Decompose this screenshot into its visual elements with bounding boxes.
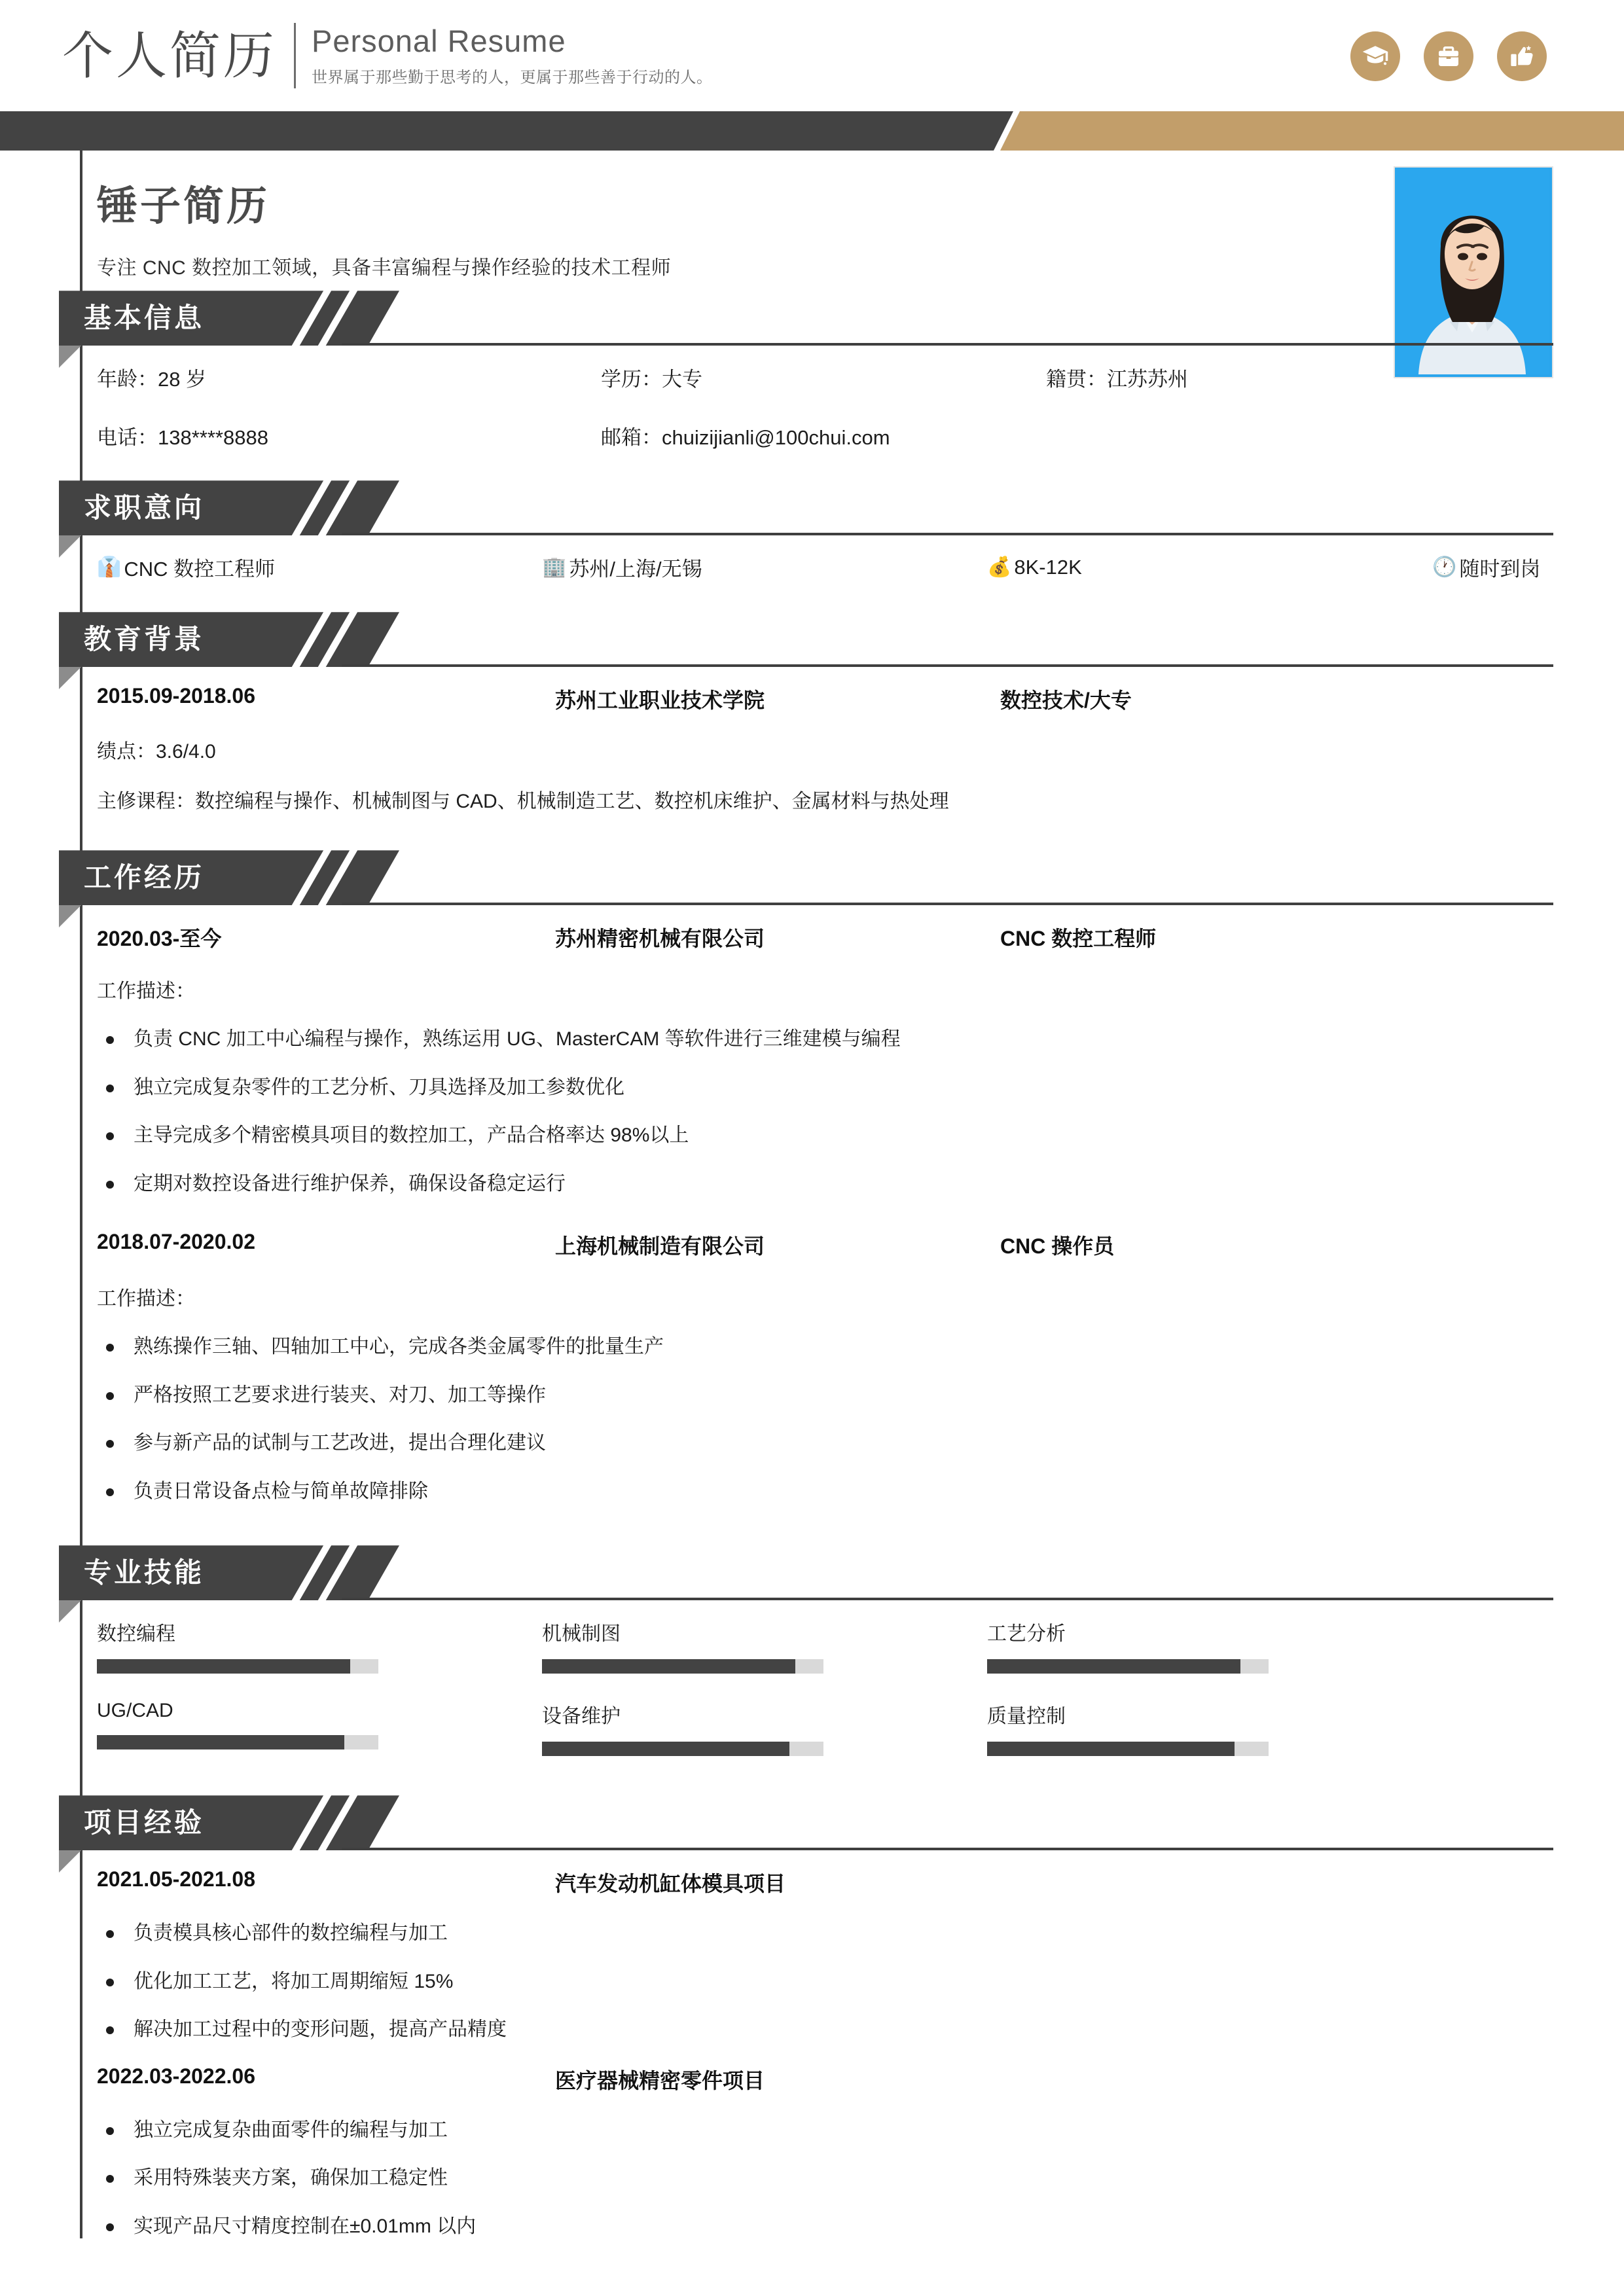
field-phone-label: 电话：	[97, 426, 158, 450]
list-item: 负责日常设备点检与简单故障排除	[97, 1479, 1552, 1504]
work-bullet-list	[97, 1335, 1552, 1503]
field-education-label: 学历：	[601, 368, 662, 391]
intent-salary	[987, 556, 1432, 579]
skill-progress-fill	[987, 1659, 1240, 1674]
brand-title-zh: 个人简历	[62, 27, 278, 84]
list-item: 严格按照工艺要求进行装夹、对刀、加工等操作	[97, 1383, 1552, 1408]
section-fold-triangle	[59, 667, 81, 689]
list-item: 负责 CNC 加工中心编程与操作，熟练运用 UG、MasterCAM 等软件进行三维建模与编程	[97, 1027, 1552, 1052]
list-item: 主导完成多个精密模具项目的数控加工，产品合格率达 98%以上	[97, 1123, 1552, 1148]
work-company: 苏州精密机械有限公司	[555, 927, 765, 951]
resume-body	[0, 151, 1624, 2238]
field-hometown	[1000, 363, 1552, 392]
section-header-education	[59, 612, 399, 667]
project-name: 医疗器械精密零件项目	[555, 2068, 765, 2092]
field-email	[555, 421, 1000, 450]
list-item: 参与新产品的试制与工艺改进，提出合理化建议	[97, 1431, 1552, 1456]
banner-gold-shape	[1000, 111, 1624, 151]
brand-title-en: Personal Resume	[312, 24, 566, 59]
skill-item	[542, 1617, 987, 1674]
intent-city-text: 苏州/上海/无锡	[569, 558, 702, 581]
section-header-basic	[59, 291, 399, 346]
education-major: 数控技术/大专	[1000, 689, 1132, 713]
header-icon-group	[1350, 31, 1547, 81]
field-phone-value: 138****8888	[158, 426, 268, 450]
education-gpa: 绩点：3.6/4.0	[97, 741, 216, 763]
skill-item	[97, 1617, 542, 1674]
skill-label: 数控编程	[97, 1623, 175, 1645]
profile-block	[0, 166, 1624, 280]
section-body-basic	[0, 346, 1624, 450]
list-item: 熟练操作三轴、四轴加工中心，完成各类金属零件的批量生产	[97, 1335, 1552, 1359]
necktie-icon: 👔	[97, 556, 122, 578]
skill-progress-fill	[542, 1742, 789, 1756]
skill-label: 机械制图	[542, 1623, 621, 1645]
list-item: 采用特殊装夹方案，确保加工稳定性	[97, 2166, 1552, 2191]
skill-progress-track	[542, 1742, 823, 1756]
section-rule	[342, 1848, 1553, 1850]
intent-position-text: CNC 数控工程师	[124, 558, 276, 581]
brand-slogan: 世界属于那些勤于思考的人，更属于那些善于行动的人。	[312, 68, 713, 86]
field-education-value: 大专	[662, 368, 702, 391]
skill-item	[97, 1700, 542, 1756]
section-projects	[0, 1795, 1624, 2238]
section-fold-triangle	[59, 905, 81, 927]
section-fold-triangle	[59, 346, 81, 368]
section-title-basic: 基本信息	[84, 302, 205, 334]
skill-progress-fill	[987, 1742, 1235, 1756]
project-period: 2022.03-2022.06	[97, 2064, 255, 2088]
skill-progress-track	[97, 1735, 378, 1749]
education-entry-head	[97, 684, 1552, 714]
skill-progress-track	[987, 1742, 1269, 1756]
intent-availability-text: 随时到岗	[1459, 558, 1541, 581]
section-header-skills	[59, 1545, 399, 1600]
section-header-intent	[59, 480, 399, 535]
list-item: 定期对数控设备进行维护保养，确保设备稳定运行	[97, 1172, 1552, 1196]
work-role: CNC 数控工程师	[1000, 927, 1157, 951]
field-hometown-value: 江苏苏州	[1107, 368, 1188, 391]
money-bag-icon: 💰	[987, 556, 1012, 578]
project-entry-head	[97, 2064, 1552, 2094]
intent-availability	[1432, 552, 1552, 582]
list-item: 负责模具核心部件的数控编程与加工	[97, 1921, 1552, 1946]
section-title-education: 教育背景	[84, 624, 205, 655]
section-body-intent	[0, 535, 1624, 582]
skill-progress-track	[97, 1659, 378, 1674]
section-basic-info	[0, 291, 1624, 450]
section-fold-triangle	[59, 535, 81, 558]
education-period: 2015.09-2018.06	[97, 684, 255, 708]
field-hometown-label: 籍贯：	[1046, 368, 1107, 391]
work-entry-head	[97, 922, 1552, 952]
intent-position	[97, 552, 542, 582]
section-title-work: 工作经历	[84, 862, 205, 893]
banner-dark-shape	[0, 111, 1013, 151]
skill-progress-fill	[97, 1735, 344, 1749]
skill-label: 设备维护	[542, 1706, 621, 1728]
header-banner	[0, 111, 1624, 151]
section-fold-triangle	[59, 1600, 81, 1623]
skill-label: 工艺分析	[987, 1623, 1066, 1645]
skill-progress-fill	[542, 1659, 795, 1674]
field-education	[555, 363, 1000, 392]
project-bullet-list	[97, 1921, 1552, 2042]
work-company: 上海机械制造有限公司	[555, 1234, 765, 1259]
field-email-label: 邮箱：	[601, 426, 662, 450]
section-body-work	[0, 905, 1624, 1503]
brand-text-group	[312, 24, 713, 87]
list-item: 独立完成复杂曲面零件的编程与加工	[97, 2118, 1552, 2143]
section-body-projects	[0, 1850, 1624, 2238]
field-phone	[97, 421, 555, 450]
skill-item	[987, 1617, 1432, 1674]
skill-progress-fill	[97, 1659, 350, 1674]
skill-progress-track	[987, 1659, 1269, 1674]
field-age-value: 28 岁	[158, 368, 207, 391]
person-tagline: 专注 CNC 数控加工领域，具备丰富编程与操作经验的技术工程师	[97, 257, 672, 279]
work-bullet-list	[97, 1027, 1552, 1196]
briefcase-icon	[1424, 31, 1473, 81]
section-rule	[342, 1598, 1553, 1600]
thumbs-up-icon	[1497, 31, 1547, 81]
section-header-projects	[59, 1795, 399, 1850]
list-item: 优化加工工艺，将加工周期缩短 15%	[97, 1969, 1552, 1994]
section-title-intent: 求职意向	[84, 492, 205, 524]
work-desc-label: 工作描述：	[97, 980, 195, 1003]
section-fold-triangle	[59, 1850, 81, 1873]
section-header-work	[59, 850, 399, 905]
page-header	[0, 0, 1624, 111]
field-age	[97, 363, 555, 392]
section-rule	[342, 343, 1553, 346]
section-rule	[342, 664, 1553, 667]
list-item: 解决加工过程中的变形问题，提高产品精度	[97, 2017, 1552, 2042]
skills-grid	[97, 1617, 1552, 1756]
section-rule	[342, 903, 1553, 905]
project-entry-head	[97, 1867, 1552, 1897]
section-skills	[0, 1545, 1624, 1756]
intent-row	[97, 552, 1552, 582]
section-job-intent	[0, 480, 1624, 582]
section-rule	[342, 533, 1553, 535]
basic-info-grid	[97, 363, 1552, 450]
education-courses: 主修课程：数控编程与操作、机械制图与 CAD、机械制造工艺、数控机床维护、金属材料与热处理	[97, 791, 949, 813]
work-role: CNC 操作员	[1000, 1234, 1115, 1259]
person-name: 锤子简历	[97, 184, 270, 229]
clock-icon: 🕐	[1432, 556, 1457, 578]
cityscape-icon: 🏢	[542, 556, 567, 578]
project-period: 2021.05-2021.08	[97, 1867, 255, 1892]
entry-gap	[97, 1196, 1552, 1213]
list-item: 实现产品尺寸精度控制在±0.01mm 以内	[97, 2214, 1552, 2239]
section-body-education	[0, 667, 1624, 814]
graduation-cap-icon	[1350, 31, 1400, 81]
field-age-label: 年龄：	[97, 368, 158, 391]
section-body-skills	[0, 1600, 1624, 1756]
brand-divider	[294, 23, 296, 88]
section-title-projects: 项目经验	[84, 1807, 205, 1839]
field-email-value: chuizijianli@100chui.com	[662, 426, 890, 450]
work-entry-head	[97, 1230, 1552, 1260]
field-spacer	[1000, 421, 1552, 450]
section-title-skills: 专业技能	[84, 1557, 205, 1588]
project-bullet-list	[97, 2118, 1552, 2239]
skill-label: 质量控制	[987, 1706, 1066, 1728]
section-education	[0, 612, 1624, 814]
skill-label: UG/CAD	[97, 1700, 173, 1722]
skill-progress-track	[542, 1659, 823, 1674]
education-school: 苏州工业职业技术学院	[555, 689, 765, 713]
project-name: 汽车发动机缸体模具项目	[555, 1872, 786, 1896]
section-work-experience	[0, 850, 1624, 1503]
intent-city	[542, 552, 987, 582]
work-period: 2020.03-至今	[97, 927, 222, 951]
list-item: 独立完成复杂零件的工艺分析、刀具选择及加工参数优化	[97, 1075, 1552, 1100]
work-desc-label: 工作描述：	[97, 1288, 195, 1310]
skill-item	[542, 1700, 987, 1756]
work-period: 2018.07-2020.02	[97, 1230, 255, 1254]
skill-item	[987, 1700, 1432, 1756]
intent-salary-text: 8K-12K	[1014, 555, 1082, 579]
